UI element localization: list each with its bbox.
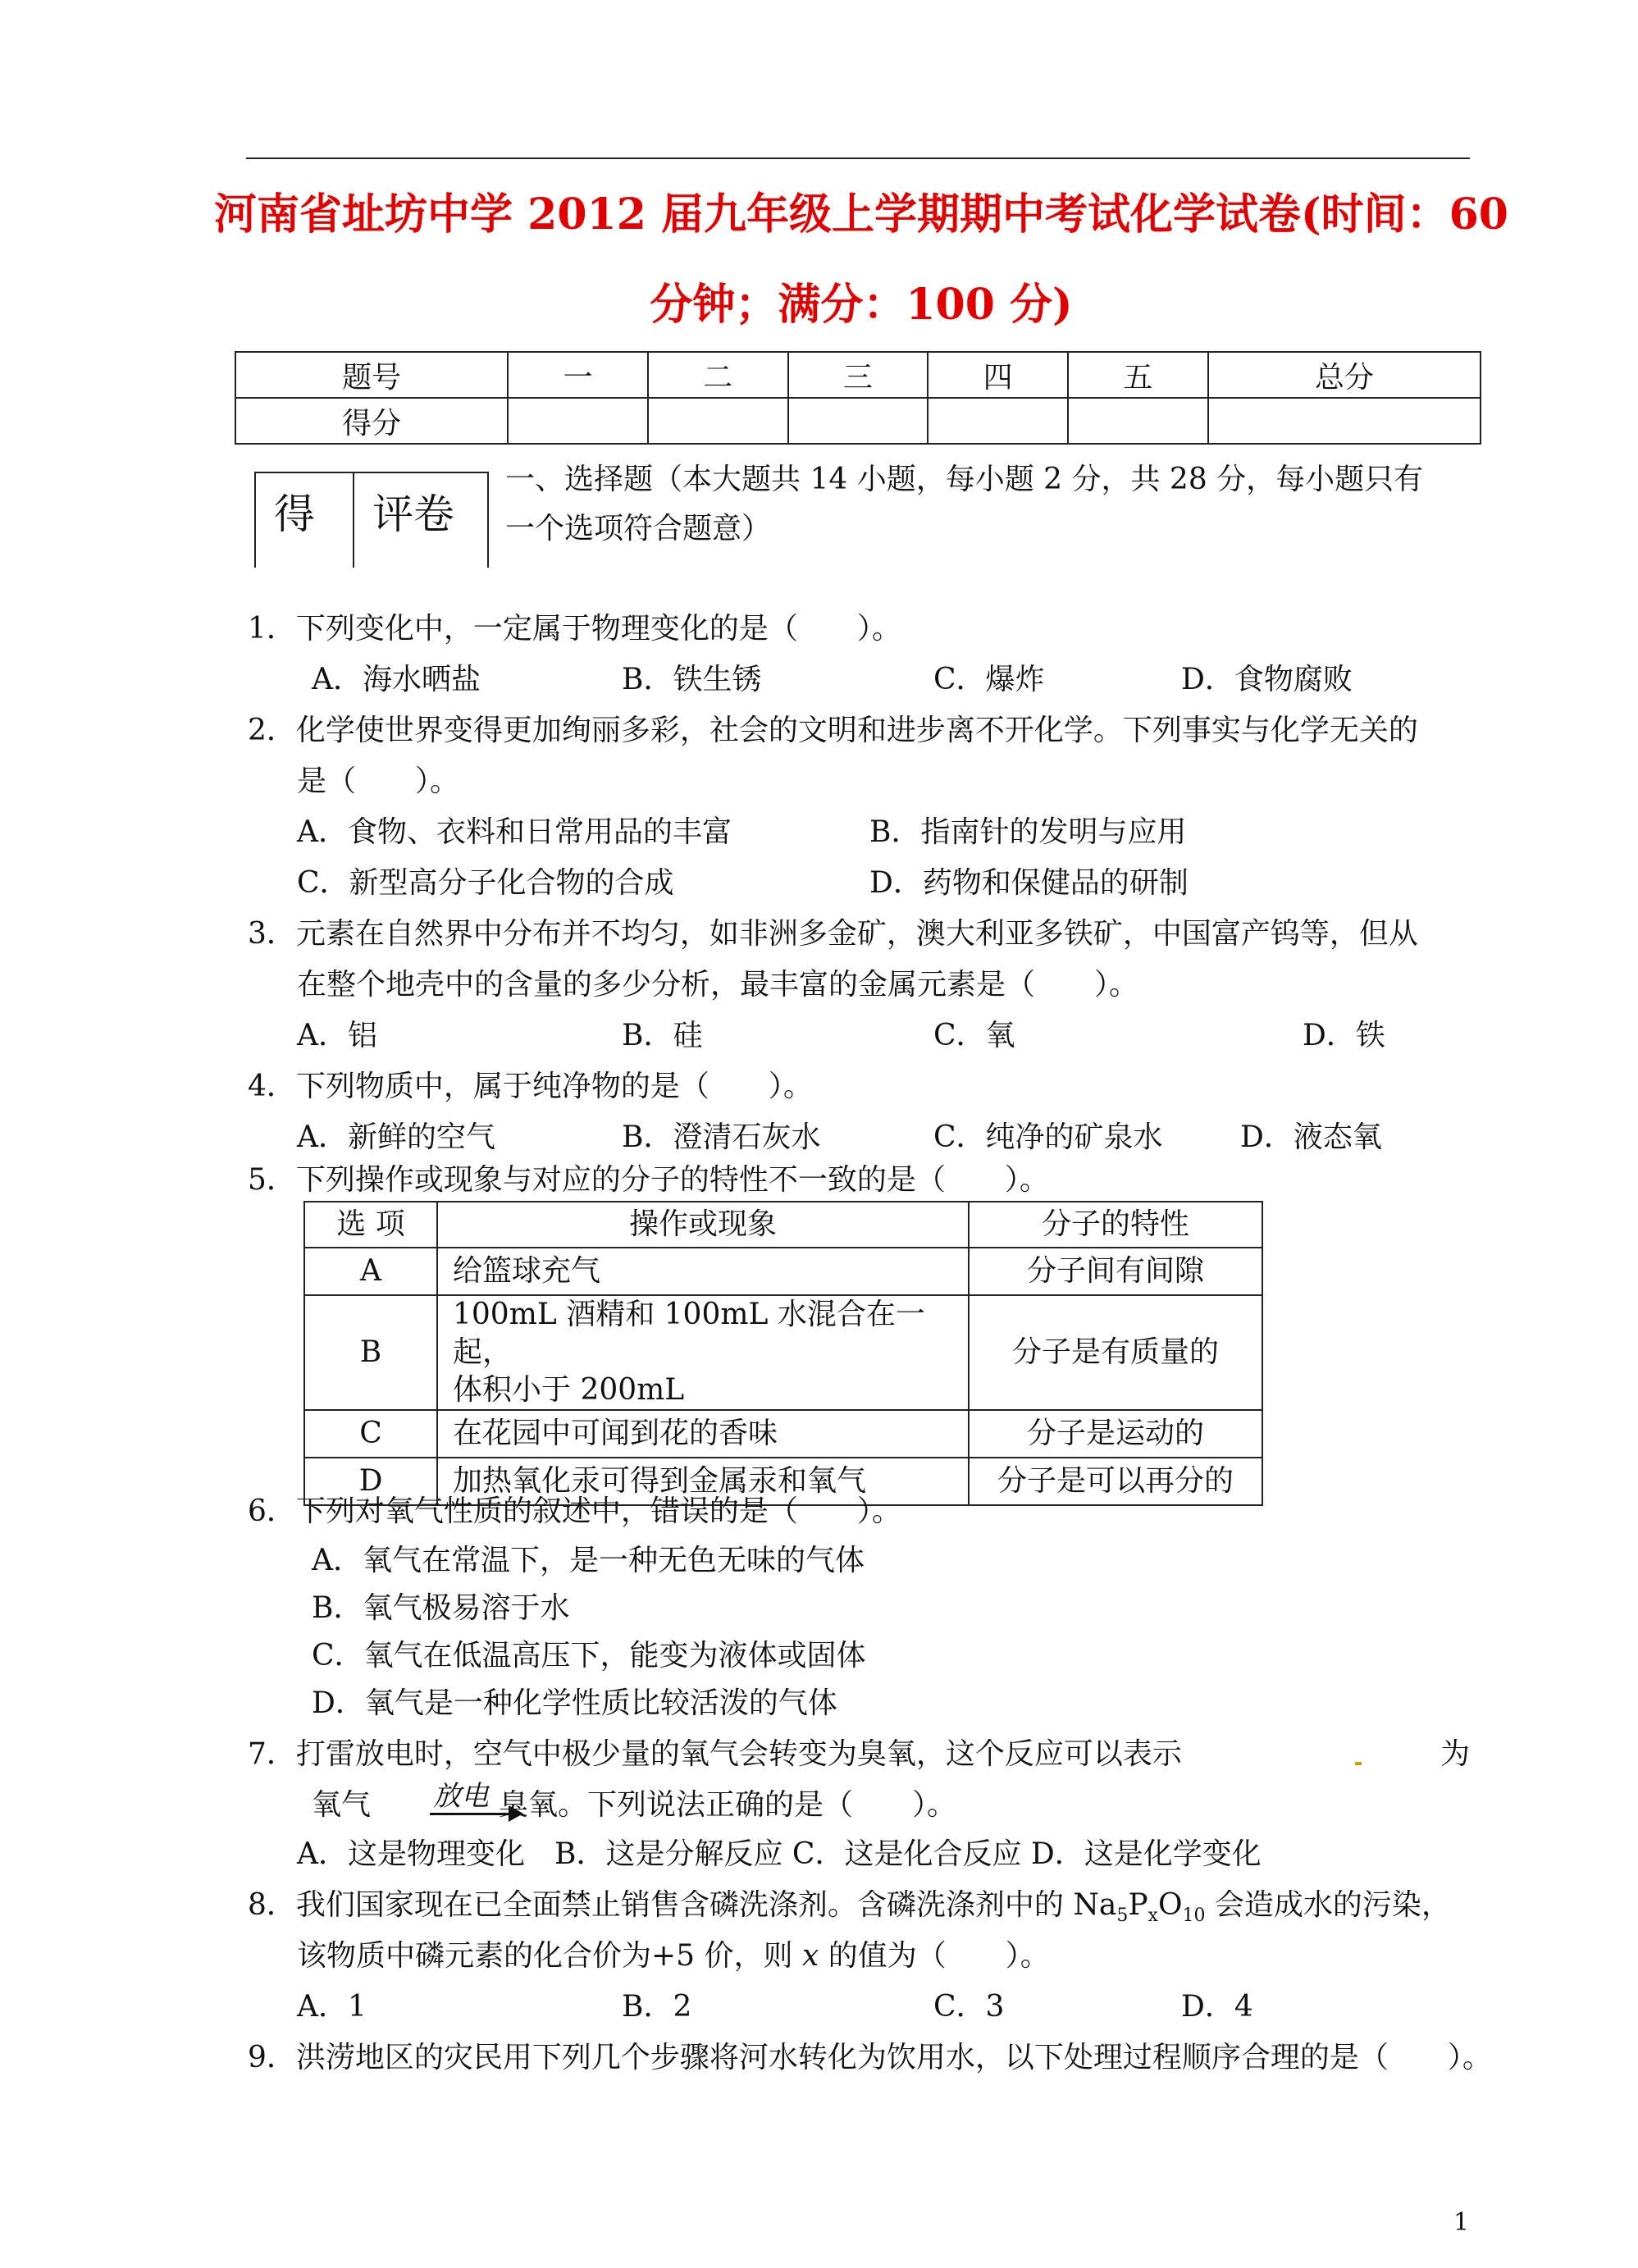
question-8-text: 8．我们国家现在已全面禁止销售含磷洗涤剂。含磷洗涤剂中的 Na: [248, 1888, 1117, 1922]
score-cell: 总分: [1208, 352, 1481, 398]
score-cell: 题号: [235, 352, 508, 398]
table-cell-operation: 给篮球充气: [437, 1248, 969, 1295]
question-8-text: 的值为（ ）。: [819, 1939, 1050, 1973]
question-3-option-b: B．硅: [622, 1019, 703, 1052]
score-entry[interactable]: [508, 398, 648, 444]
table-cell-operation-line1: 100mL 酒精和 100mL 水混合在一起，: [453, 1298, 925, 1369]
question-8-option-a: A．1: [297, 1990, 367, 2024]
question-3-stem-line2: 在整个地壳中的含量的多少分析，最丰富的金属元素是（ ）。: [297, 968, 1139, 1002]
score-entry[interactable]: [928, 398, 1068, 444]
table-cell-operation: [437, 1295, 969, 1410]
question-5-table: [303, 1201, 1263, 1506]
question-5-stem: 5．下列操作或现象与对应的分子的特性不一致的是（ ）。: [248, 1163, 1049, 1197]
section1-heading-line2: 一个选项符合题意）: [505, 512, 772, 545]
question-8-text: 该物质中磷元素的化合价为+5 价，则: [297, 1939, 802, 1973]
question-8-option-c: C．3: [933, 1990, 1005, 2024]
score-cell: 三: [788, 352, 929, 398]
formula-element: P: [1128, 1888, 1148, 1922]
question-1-stem: 1．下列变化中，一定属于物理变化的是（ ）。: [248, 612, 901, 646]
question-2-option-b: B．指南针的发明与应用: [869, 815, 1187, 849]
question-6-option-d: D．氧气是一种化学性质比较活泼的气体: [312, 1686, 837, 1720]
question-4-stem: 4．下列物质中，属于纯净物的是（ ）。: [248, 1070, 813, 1103]
table-cell-property: 分子间有间隙: [969, 1248, 1262, 1295]
question-8-variable: x: [801, 1939, 819, 1973]
header-rule: [246, 157, 1470, 159]
question-7-stem-line2-end: 臭氧。下列说法正确的是（ ）。: [499, 1788, 957, 1822]
score-table-header-row: [235, 352, 1481, 398]
question-4-option-c: C．纯净的矿泉水: [933, 1120, 1163, 1154]
question-7-stem-line2-start: 氧气: [312, 1788, 372, 1822]
score-cell: 五: [1068, 352, 1208, 398]
table-cell-operation: 在花园中可闻到花的香味: [437, 1410, 969, 1458]
question-9-stem: 9．洪涝地区的灾民用下列几个步骤将河水转化为饮用水，以下处理过程顺序合理的是（ ）。: [248, 2041, 1492, 2074]
question-6-option-a: A．氧气在常温下，是一种无色无味的气体: [312, 1544, 865, 1577]
grader-box-reviewer-label: 评卷: [372, 491, 454, 538]
table-cell-property: 分子是运动的: [969, 1410, 1262, 1458]
question-4-option-d: D．液态氧: [1240, 1120, 1382, 1154]
grader-box: [254, 472, 489, 568]
table-cell-property: 分子是有质量的: [969, 1295, 1262, 1410]
table-cell-option: D: [304, 1458, 437, 1505]
question-2-stem-line1: 2．化学使世界变得更加绚丽多彩，社会的文明和进步离不开化学。下列事实与化学无关的: [248, 714, 1418, 747]
table-row: [304, 1248, 1262, 1295]
question-8-stem-line1: [248, 1887, 1451, 1935]
question-4-option-a: A．新鲜的空气: [297, 1120, 495, 1154]
question-6-option-c: C．氧气在低温高压下，能变为液体或固体: [312, 1639, 866, 1672]
table-row: [304, 1410, 1262, 1458]
question-3-option-a: A．铝: [297, 1019, 377, 1052]
question-6-stem: 6．下列对氧气性质的叙述中，错误的是（ ）。: [248, 1495, 901, 1528]
score-cell: 得分: [235, 398, 508, 444]
ink-speck: [1355, 1762, 1362, 1765]
page-number: 1: [1453, 2208, 1470, 2237]
question-1-option-c: C．爆炸: [933, 663, 1045, 696]
question-3-option-d: D．铁: [1303, 1019, 1385, 1052]
table-row: [304, 1295, 1262, 1410]
formula-subscript: 10: [1182, 1905, 1206, 1927]
table-cell-operation: 加热氧化汞可得到金属汞和氧气: [437, 1458, 969, 1505]
question-8-option-b: B．2: [622, 1990, 692, 2024]
table-cell-option: A: [304, 1248, 437, 1295]
table-header-option: 选 项: [304, 1202, 437, 1248]
question-2-option-a: A．食物、衣料和日常用品的丰富: [297, 815, 732, 849]
score-cell: 一: [508, 352, 648, 398]
score-entry[interactable]: [1208, 398, 1481, 444]
score-cell: 四: [928, 352, 1068, 398]
question-3-option-c: C．氧: [933, 1019, 1015, 1052]
question-2-option-c: C．新型高分子化合物的合成: [297, 866, 674, 900]
question-7-options: A．这是物理变化 B．这是分解反应 C．这是化合反应 D．这是化学变化: [297, 1837, 1262, 1871]
exam-title-line1: 河南省址坊中学 2012 届九年级上学期期中考试化学试卷(时间：60: [214, 189, 1508, 240]
exam-title-line2: 分钟；满分：100 分): [650, 280, 1073, 330]
question-8-stem-line2: [297, 1937, 1050, 1975]
question-6-option-b: B．氧气极易溶于水: [312, 1591, 570, 1625]
formula-element: O: [1157, 1888, 1183, 1922]
table-cell-option: C: [304, 1410, 437, 1458]
question-1-option-b: B．铁生锈: [622, 663, 762, 696]
question-2-option-d: D．药物和保健品的研制: [869, 866, 1189, 900]
table-header-property: 分子的特性: [969, 1202, 1262, 1248]
grader-box-divider: [353, 473, 354, 568]
question-7-stem-line1: 7．打雷放电时，空气中极少量的氧气会转变为臭氧，这个反应可以表示: [248, 1737, 1182, 1771]
question-5-table-header: [304, 1202, 1262, 1248]
section1-heading-line1: 一、选择题（本大题共 14 小题，每小题 2 分，共 28 分，每小题只有: [505, 463, 1424, 496]
score-table-score-row: [235, 398, 1481, 444]
grader-box-score-label: 得: [274, 491, 315, 538]
formula-subscript: 5: [1116, 1905, 1129, 1927]
score-table: [235, 351, 1481, 445]
formula-subscript: x: [1148, 1905, 1158, 1927]
score-entry[interactable]: [648, 398, 788, 444]
question-3-stem-line1: 3．元素在自然界中分布并不均匀，如非洲多金矿，澳大利亚多铁矿，中国富产钨等，但从: [248, 917, 1418, 951]
score-entry[interactable]: [788, 398, 929, 444]
question-2-stem-line2: 是（ ）。: [297, 764, 460, 798]
table-cell-option: B: [304, 1295, 437, 1410]
table-cell-property: 分子是可以再分的: [969, 1458, 1262, 1505]
score-cell: 二: [648, 352, 788, 398]
question-1-option-d: D．食物腐败: [1181, 663, 1353, 696]
table-header-operation: 操作或现象: [437, 1202, 969, 1248]
table-cell-operation-line2: 体积小于 200mL: [453, 1373, 685, 1407]
question-7-stem-line1-end: 为: [1440, 1737, 1471, 1771]
question-8-text: 会造成水的污染，: [1205, 1888, 1451, 1922]
question-1-option-a: A．海水晒盐: [312, 663, 481, 696]
score-entry[interactable]: [1068, 398, 1208, 444]
question-4-option-b: B．澄清石灰水: [622, 1120, 821, 1154]
reaction-condition-label: 放电: [433, 1780, 489, 1813]
question-8-option-d: D．4: [1181, 1990, 1253, 2024]
